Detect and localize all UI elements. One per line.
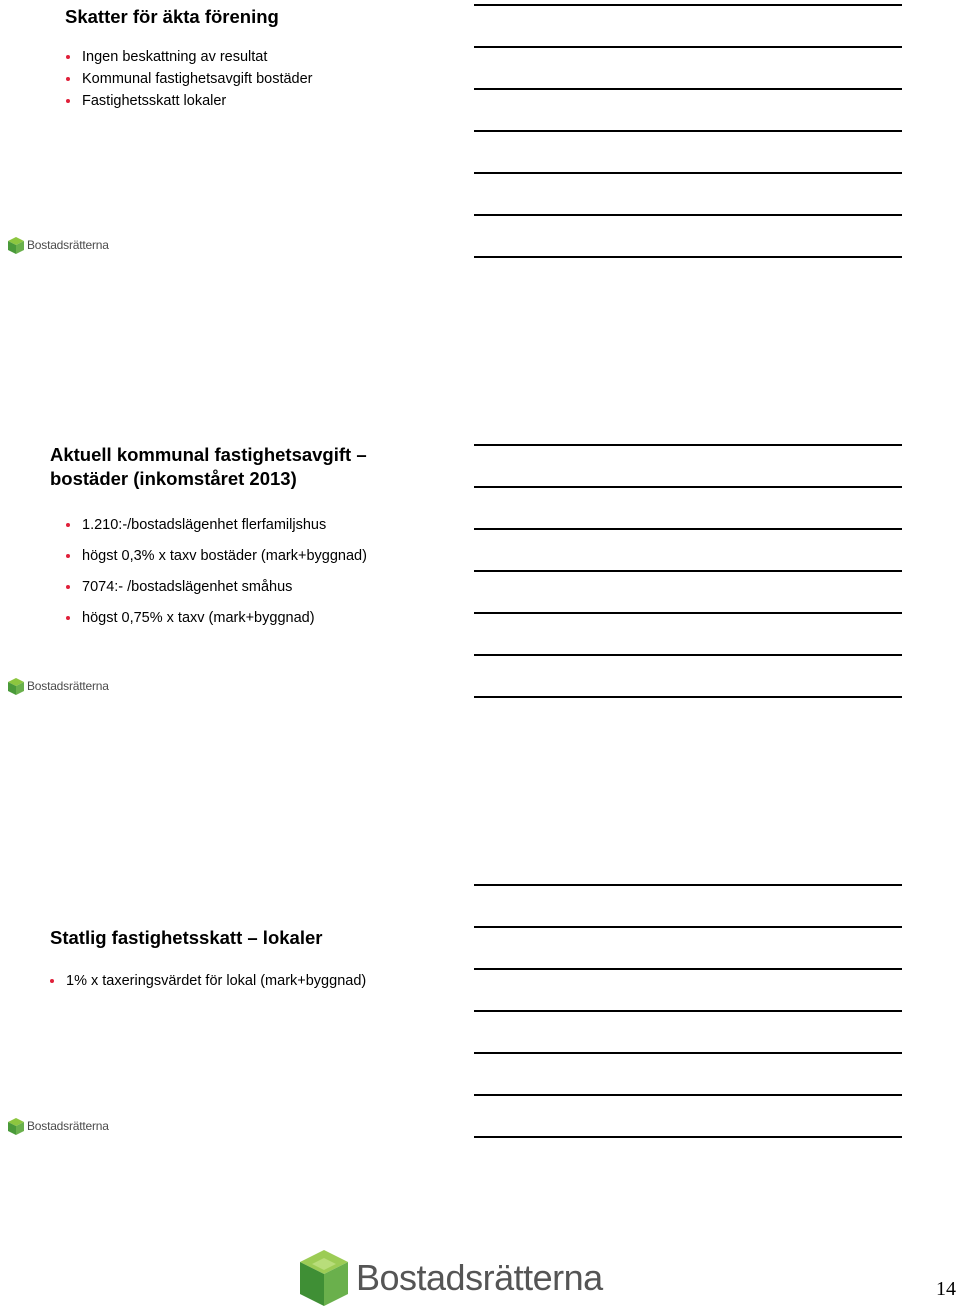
bullet-icon [66,77,70,81]
note-line [474,926,902,928]
note-line [474,612,902,614]
note-line [474,46,902,48]
logo [8,236,109,254]
note-line [474,1052,902,1054]
slide-2 [0,440,470,880]
bullet-icon [66,99,70,103]
note-line [474,88,902,90]
note-line [474,214,902,216]
note-line [474,444,902,446]
note-line [474,1094,902,1096]
page-number: 14 [936,1278,956,1300]
bullet-list [66,49,313,109]
note-line [474,256,902,258]
notes-lines [474,0,902,260]
list-item: Fastighetsskatt lokaler [66,93,313,109]
list-item: 1% x taxeringsvärdet för lokal (mark+byggnad) [50,973,366,989]
cube-logo-icon [8,1118,24,1135]
logo [8,677,109,695]
bullet-list [66,517,367,626]
notes-lines [474,880,902,1140]
note-line [474,130,902,132]
slide-title-line-2: bostäder (inkomståret 2013) [50,468,297,489]
note-line [474,172,902,174]
note-line [474,968,902,970]
note-line [474,570,902,572]
logo [8,1117,109,1135]
bullet-icon [66,554,70,558]
footer-logo [300,1250,603,1306]
footer-logo-text: Bostadsrätterna [356,1257,603,1298]
bullet-icon [66,616,70,620]
note-line [474,4,902,6]
list-item: 1.210:-/bostadslägenhet flerfamiljshus [66,517,367,533]
list-item: högst 0,3% x taxv bostäder (mark+byggnad) [66,548,367,564]
note-line [474,696,902,698]
cube-logo-icon [8,237,24,254]
bullet-icon [66,523,70,527]
note-line [474,884,902,886]
logo-text: Bostadsrätterna [27,238,109,252]
note-line [474,1010,902,1012]
slide-3 [0,880,470,1133]
list-item: 7074:- /bostadslägenhet småhus [66,579,367,595]
note-line [474,528,902,530]
slide-title: Statlig fastighetsskatt – lokaler [50,927,323,948]
note-line [474,1136,902,1138]
list-item: Ingen beskattning av resultat [66,49,313,65]
note-line [474,486,902,488]
list-item: Kommunal fastighetsavgift bostäder [66,71,313,87]
note-line [474,654,902,656]
logo-text: Bostadsrätterna [27,679,109,693]
bullet-icon [66,585,70,589]
cube-logo-icon [300,1250,348,1306]
slide-title: Skatter för äkta förening [65,6,279,27]
slide-title-line-1: Aktuell kommunal fastighetsavgift – [50,444,367,465]
bullet-icon [66,55,70,59]
notes-lines [474,440,902,700]
bullet-list [50,973,366,989]
slide-title [50,443,367,491]
slide-1 [0,0,470,440]
cube-logo-icon [8,678,24,695]
bullet-icon [50,979,54,983]
list-item: högst 0,75% x taxv (mark+byggnad) [66,610,367,626]
logo-text: Bostadsrätterna [27,1119,109,1133]
